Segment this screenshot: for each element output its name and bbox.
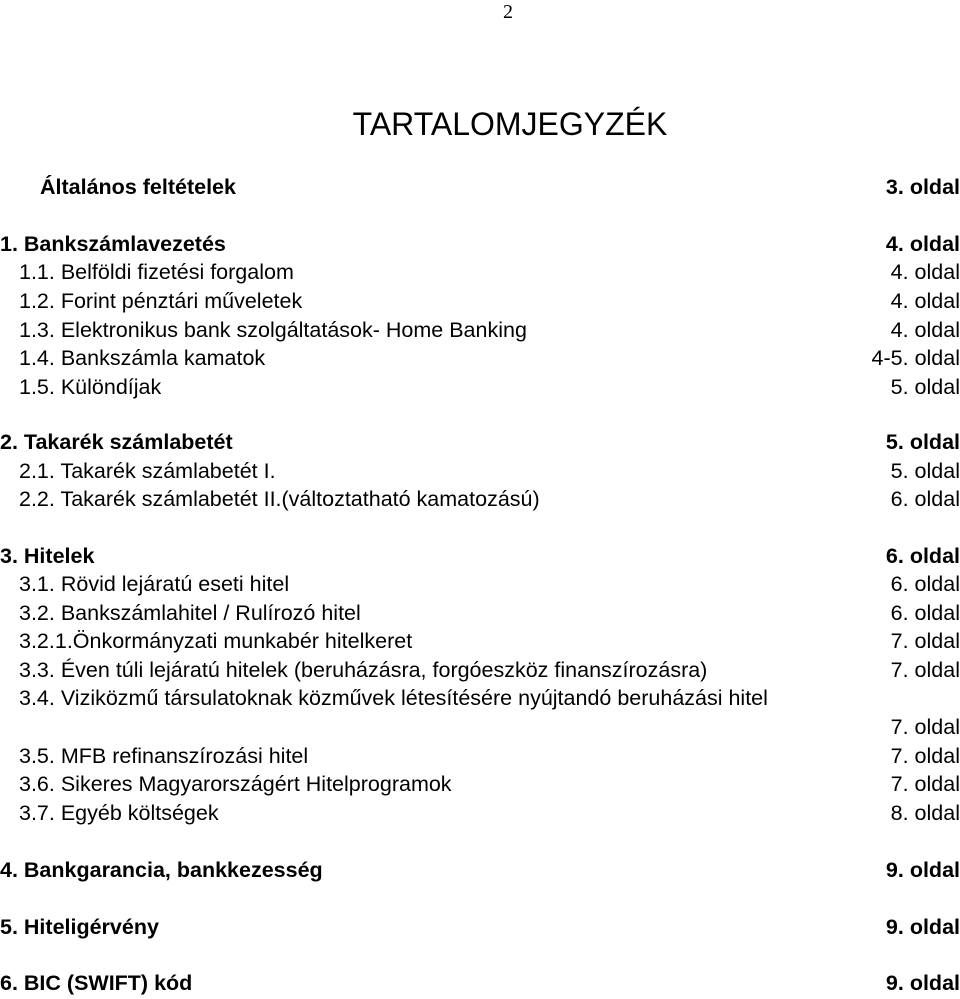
- toc-entry-label: 1.3. Elektronikus bank szolgáltatások- Home Banking: [19, 318, 527, 342]
- toc-entry-label: 1.1. Belföldi fizetési forgalom: [19, 260, 294, 284]
- toc-entry-page: 4. oldal: [890, 318, 960, 342]
- toc-entry-label: 3. Hitelek: [0, 544, 95, 568]
- toc-entry-page: 9. oldal: [885, 915, 960, 939]
- toc-entry-label: 1. Bankszámlavezetés: [0, 232, 226, 256]
- toc-entry-label: 5. Hiteligérvény: [0, 915, 159, 939]
- toc-entry-page: 7. oldal: [890, 658, 960, 682]
- toc-entry-label: 1.4. Bankszámla kamatok: [19, 346, 266, 370]
- toc-entry-3-2: [0, 599, 960, 627]
- toc-entry-3-5: [0, 742, 960, 770]
- toc-entry-label: 3.2.1.Önkormányzati munkabér hitelkeret: [19, 629, 413, 653]
- toc-entry-label: 1.2. Forint pénztári műveletek: [19, 289, 303, 313]
- toc-section-2: [0, 428, 960, 456]
- toc-entry-page: 6. oldal: [885, 544, 960, 568]
- toc-entry-page: 4. oldal: [890, 289, 960, 313]
- toc-entry-3-7: [0, 799, 960, 827]
- toc-entry-page: 6. oldal: [890, 601, 960, 625]
- toc-entry-label: 4. Bankgarancia, bankkezesség: [0, 858, 323, 882]
- toc-entry-page: 6. oldal: [890, 572, 960, 596]
- toc-entry-1-2: [0, 287, 960, 315]
- toc-entry-3-2-1: [0, 627, 960, 655]
- toc-entry-page: 8. oldal: [890, 801, 960, 825]
- toc-entry-label: 2.1. Takarék számlabetét I.: [19, 459, 276, 483]
- toc-entry-label: 3.2. Bankszámlahitel / Rulírozó hitel: [19, 601, 361, 625]
- toc-entry-label: 3.6. Sikeres Magyarországért Hitelprogramok: [19, 772, 452, 796]
- toc-entry-page: 4. oldal: [885, 232, 960, 256]
- page-title: TARTALOMJEGYZÉK: [352, 106, 668, 142]
- toc-entry-label: 2.2. Takarék számlabetét II.(változtatható kamatozású): [19, 487, 540, 511]
- page-number: 2: [503, 1, 513, 23]
- toc-entry-label: 3.7. Egyéb költségek: [19, 801, 219, 825]
- toc-entry-page: 4. oldal: [890, 260, 960, 284]
- toc-section-6: [0, 969, 960, 997]
- toc-section-3: [0, 542, 960, 570]
- toc-entry-3-4: [0, 684, 960, 741]
- toc-entry-altalanos-feltetelek: [0, 173, 960, 201]
- toc-entry-label: 3.1. Rövid lejáratú eseti hitel: [19, 572, 290, 596]
- toc-entry-page: 7. oldal: [890, 772, 960, 796]
- toc-entry-1-5: [0, 373, 960, 401]
- toc-entry-label: 3.5. MFB refinanszírozási hitel: [19, 744, 309, 768]
- toc-entry-label: 2. Takarék számlabetét: [0, 430, 233, 454]
- toc-entry-page: 6. oldal: [890, 487, 960, 511]
- toc-entry-page: 5. oldal: [885, 430, 960, 454]
- toc-section-4: [0, 856, 960, 884]
- toc-entry-page: 9. oldal: [885, 858, 960, 882]
- toc-entry-label: 1.5. Különdíjak: [19, 375, 162, 399]
- toc-entry-1-4: [0, 344, 960, 372]
- toc-entry-3-1: [0, 570, 960, 598]
- toc-entry-1-3: [0, 316, 960, 344]
- toc-entry-3-3: [0, 656, 960, 684]
- toc-entry-2-1: [0, 457, 960, 485]
- toc-entry-page: 3. oldal: [885, 175, 960, 199]
- toc-entry-page: 4-5. oldal: [871, 346, 960, 370]
- toc-entry-label: 6. BIC (SWIFT) kód: [0, 971, 193, 995]
- toc-entry-label: 3.3. Éven túli lejáratú hitelek (beruházásra, forgóeszköz finanszírozásra): [19, 658, 708, 682]
- toc-entry-2-2: [0, 485, 960, 513]
- toc-entry-page: 7. oldal: [890, 744, 960, 768]
- toc-entry-label: Általános feltételek: [40, 175, 236, 199]
- toc-entry-page: 7. oldal: [890, 629, 960, 653]
- toc-entry-1-1: [0, 258, 960, 286]
- toc-section-5: [0, 913, 960, 941]
- toc-entry-page: 9. oldal: [885, 971, 960, 995]
- toc-entry-3-6: [0, 770, 960, 798]
- toc-entry-label: 3.4. Viziközmű társulatoknak közművek létesítésére nyújtandó beruházási hitel: [19, 686, 768, 710]
- toc-entry-page: 5. oldal: [890, 375, 960, 399]
- toc-section-1: [0, 230, 960, 258]
- toc-entry-page: 7. oldal: [890, 715, 960, 739]
- toc-entry-page: 5. oldal: [890, 459, 960, 483]
